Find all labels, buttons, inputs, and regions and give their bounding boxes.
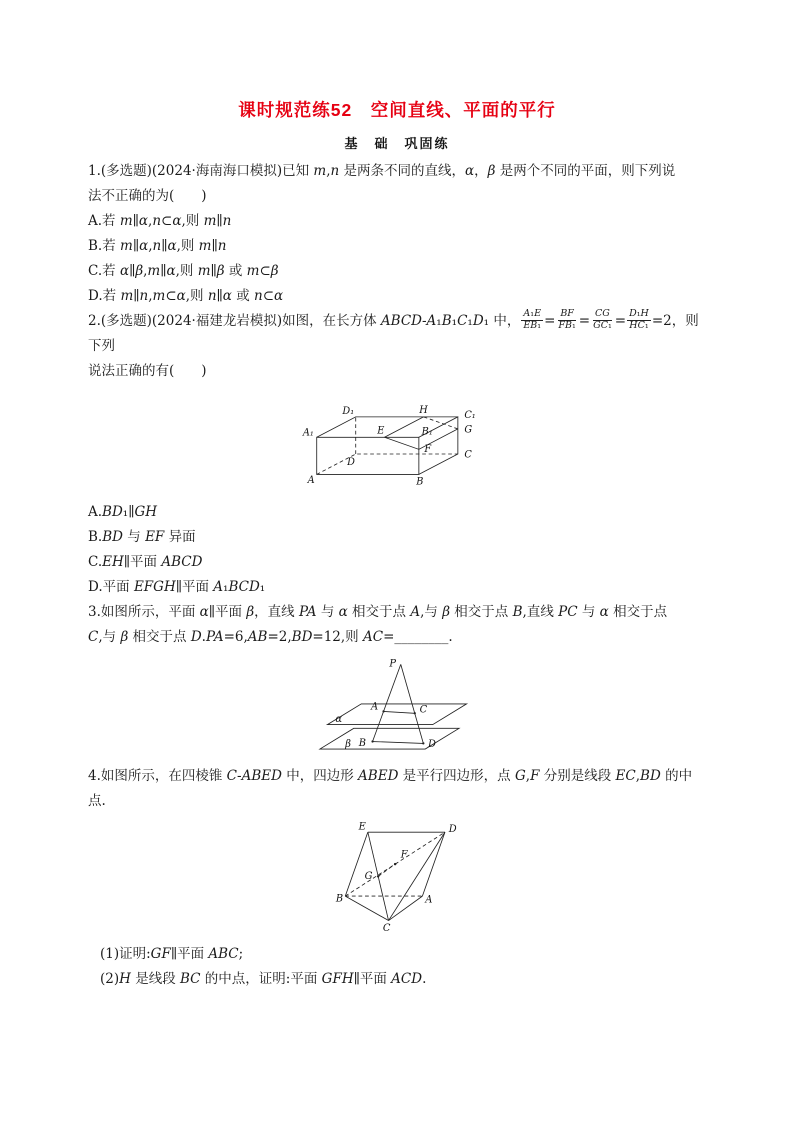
- fraction-2: [556, 309, 577, 332]
- parallel-planes-figure-wrapper: [88, 655, 706, 761]
- option-label: C.: [88, 554, 103, 570]
- problem-1-line-1: 1.(多选题)(2024·海南海口模拟)已知 m,n 是两条不同的直线，α，β 是两个不同的平面，则下列说: [88, 163, 676, 179]
- option-label: A.: [88, 213, 103, 229]
- point-label-b: B: [358, 738, 366, 750]
- problem-2-text: 2.(多选题)(2024·福建龙岩模拟)如图，在长方体 ABCD-A₁B₁C₁D₁ 中，: [88, 313, 521, 329]
- option-label: B.: [88, 529, 103, 545]
- problem-3-line-2: C,与 β 相交于点 D.PA=6,AB=2,BD=12,则 AC=________.: [88, 629, 453, 645]
- option-text: BD 与 EF 异面: [102, 529, 196, 545]
- problem-4-part-2: (2)H 是线段 BC 的中点，证明:平面 GFH∥平面 ACD.: [100, 971, 427, 988]
- vertex-label-g: G: [463, 424, 472, 436]
- option-label: B.: [88, 238, 103, 254]
- fraction-denominator: EB₁: [523, 320, 542, 331]
- option-label: C.: [88, 263, 103, 279]
- problem-2-line-1: [88, 309, 706, 359]
- fraction-1: [521, 309, 543, 332]
- midpoint-label-g: G: [364, 870, 373, 882]
- cuboid-figure: [300, 389, 495, 493]
- vertex-label-b: B: [335, 893, 344, 905]
- vertex-label-a1: A₁: [302, 427, 314, 439]
- vertex-label-e: E: [358, 820, 366, 832]
- pyramid-figure-wrapper: [88, 819, 706, 940]
- fraction-numerator: CG: [595, 308, 610, 320]
- option-text: 平面 EFGH∥平面 A₁BCD₁: [102, 579, 266, 595]
- option-text: 若 m∥n,m⊂α,则 n∥α 或 n⊂α: [102, 288, 284, 304]
- point-label-a: A: [371, 701, 379, 713]
- problem-2-option-d: [88, 575, 706, 600]
- cuboid-figure-wrapper: [88, 389, 706, 497]
- problem-1-option-d: [88, 284, 706, 309]
- problem-2-line-2: 说法正确的有( ): [88, 363, 207, 379]
- page-title: 课时规范练52 空间直线、平面的平行: [238, 100, 556, 120]
- option-label: A.: [88, 504, 103, 520]
- vertex-label-c1: C₁: [463, 409, 476, 421]
- option-text: BD₁∥GH: [102, 504, 158, 520]
- fraction-3: [591, 309, 614, 332]
- vertex-label-b1: B₁: [421, 426, 433, 438]
- equals-sign: =: [544, 313, 556, 329]
- option-text: 若 m∥α,n∥α,则 m∥n: [102, 238, 227, 254]
- vertex-label-a: A: [307, 474, 315, 486]
- parallel-planes-figure: [318, 655, 476, 757]
- fraction-4: [627, 309, 651, 332]
- section-heading: 基 础 巩固练: [344, 136, 450, 151]
- point-label-p: P: [389, 658, 397, 670]
- problem-3-line-1: 3.如图所示，平面 α∥平面 β，直线 PA 与 α 相交于点 A,与 β 相交于点 B,直线 PC 与 α 相交于点: [88, 604, 668, 620]
- problem-2-option-c: [88, 550, 706, 575]
- fraction-denominator: FB₁: [558, 320, 576, 331]
- problem-2-text-tail: =2，则下列: [88, 313, 699, 354]
- pyramid-edges: [345, 832, 445, 920]
- problem-1-option-c: [88, 259, 706, 284]
- equals-sign: =: [614, 313, 627, 329]
- midpoint-label-f: F: [400, 849, 408, 861]
- problem-4-line: 4.如图所示，在四棱锥 C-ABED 中，四边形 ABED 是平行四边形，点 G,F 分别是线段 EC,BD 的中点.: [88, 767, 693, 809]
- cuboid-edges: [316, 417, 457, 475]
- problem-1-option-a: [88, 209, 706, 234]
- option-text: EH∥平面 ABCD: [102, 554, 203, 570]
- vertex-label-c: C: [463, 449, 472, 461]
- option-text: 若 m∥α,n⊂α,则 m∥n: [102, 213, 232, 229]
- equals-sign: =: [578, 313, 591, 329]
- vertex-label-d1: D₁: [341, 406, 354, 418]
- fraction-denominator: HC₁: [629, 320, 649, 331]
- pyramid-labels: [335, 821, 457, 934]
- vertex-label-d: D: [346, 457, 355, 469]
- problem-4-part-1: (1)证明:GF∥平面 ABC;: [100, 946, 244, 963]
- fraction-denominator: GC₁: [593, 320, 612, 331]
- option-text: 若 α∥β,m∥α,则 m∥β 或 m⊂β: [102, 263, 279, 279]
- problem-2-option-b: [88, 525, 706, 550]
- fraction-numerator: BF: [560, 308, 574, 320]
- fraction-numerator: A₁E: [523, 308, 542, 320]
- vertex-label-d: D: [448, 823, 457, 835]
- vertex-label-a: A: [425, 894, 433, 906]
- cuboid-vertex-labels: [301, 405, 475, 488]
- fraction-numerator: D₁H: [629, 308, 649, 320]
- plane-label-beta: β: [345, 739, 351, 751]
- problem-1-option-b: [88, 234, 706, 259]
- vertex-label-c: C: [382, 922, 391, 934]
- pyramid-figure: [334, 819, 460, 936]
- problem-1-line-2: 法不正确的为( ): [88, 188, 207, 204]
- vertex-label-f: F: [423, 444, 431, 456]
- problem-2-option-a: [88, 500, 706, 525]
- vertex-label-e: E: [376, 425, 384, 437]
- option-label: D.: [88, 579, 103, 595]
- point-label-c: C: [419, 704, 428, 716]
- vertex-label-h: H: [418, 405, 428, 417]
- plane-label-alpha: α: [335, 713, 343, 725]
- point-label-d: D: [428, 739, 436, 751]
- intersection-points: [371, 710, 424, 744]
- vertex-label-b: B: [415, 476, 423, 488]
- option-label: D.: [88, 288, 103, 304]
